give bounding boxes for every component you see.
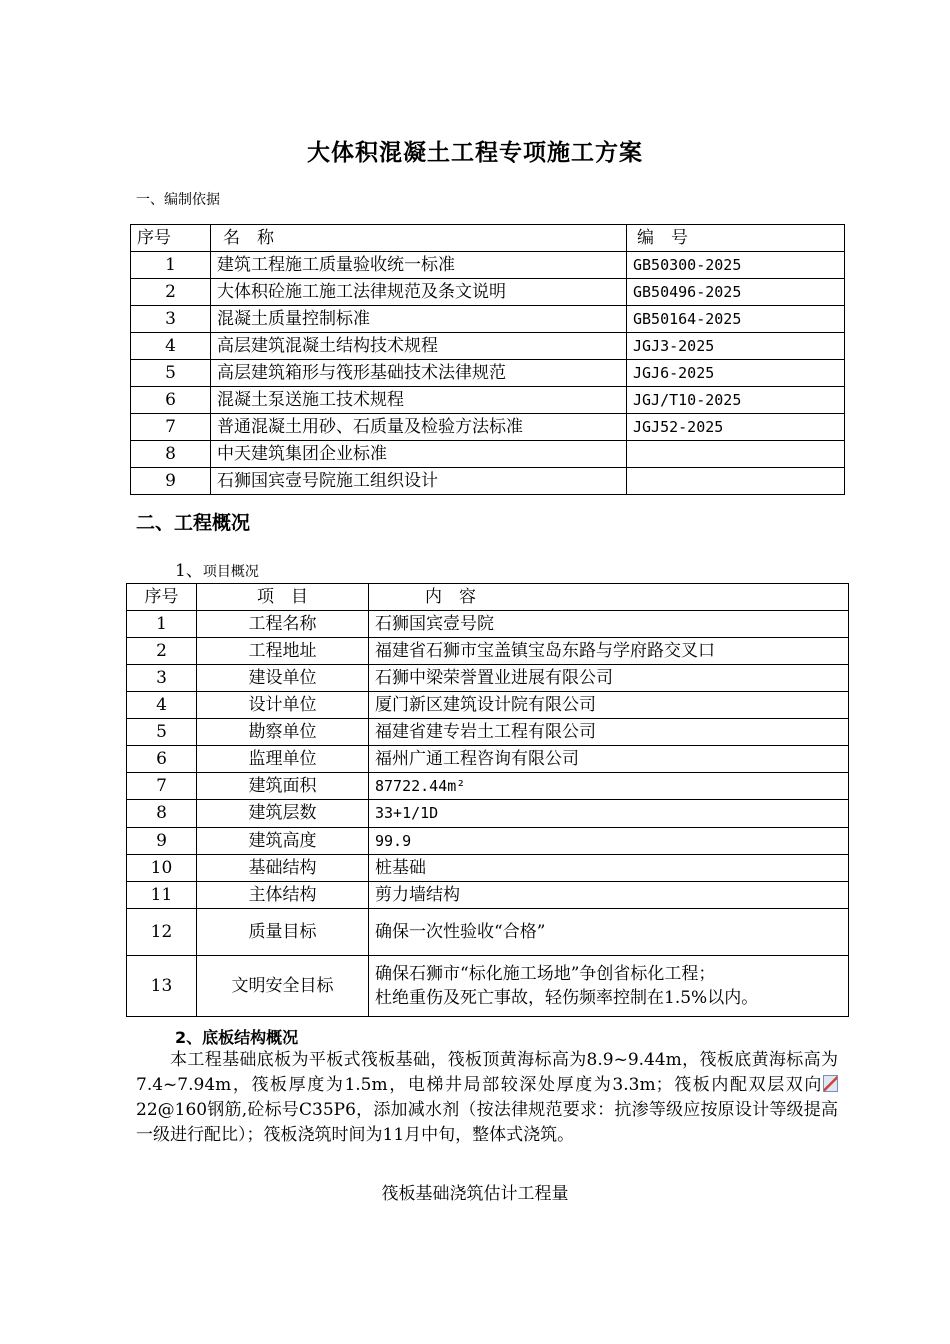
standard-code: JGJ6-2025 [627,360,845,387]
item-label: 文明安全目标 [197,956,369,1017]
item-label: 建筑高度 [197,828,369,855]
item-content: 福州广通工程咨询有限公司 [369,746,849,773]
section-slab-heading: 2、底板结构概况 [175,1028,299,1047]
row-number: 5 [127,719,197,746]
row-number: 11 [127,882,197,909]
rebar-symbol-icon [823,1075,838,1092]
table-row [127,746,849,773]
project-overview-table [126,583,849,1017]
standards-table [130,224,845,495]
paragraph-text: 22@160钢筋,砼标号C35P6，添加减水剂（按法律规范要求：抗渗等级应按原设计等级提高一级进行配比）；筏板浇筑时间为11月中旬，整体式浇筑。 [136,1100,838,1145]
standard-name: 中天建筑集团企业标准 [211,441,627,468]
item-label: 设计单位 [197,692,369,719]
table-row [131,387,845,414]
table-row [127,855,849,882]
item-content: 福建省石狮市宝盖镇宝岛东路与学府路交叉口 [369,638,849,665]
paragraph-text: 本工程基础底板为平板式筏板基础，筏板顶黄海标高为8.9~9.44m，筏板底黄海标高为7.4~7.94m，筏板厚度为1.5m，电梯井局部较深处厚度为3.3m；筏板内配双层双向 [136,1050,838,1095]
table-row [127,800,849,828]
header-cell: 编 号 [627,225,845,252]
item-content: 33+1/1D [369,800,849,828]
standard-name: 石狮国宾壹号院施工组织设计 [211,468,627,495]
standard-code [627,441,845,468]
item-label: 工程地址 [197,638,369,665]
table-row [131,468,845,495]
row-number: 8 [131,441,211,468]
section-basis-heading: 一、编制依据 [136,192,220,208]
content-line: 杜绝重伤及死亡事故，轻伤频率控制在1.5%以内。 [375,988,759,1008]
item-content [369,956,849,1017]
header-cell: 内 容 [369,584,849,611]
item-label: 主体结构 [197,882,369,909]
standard-name: 混凝土质量控制标准 [211,306,627,333]
item-content: 87722.44m² [369,773,849,800]
standard-code: JGJ3-2025 [627,333,845,360]
header-cell: 序号 [127,584,197,611]
table-row [127,638,849,665]
table-row [127,956,849,1017]
section-overview-heading: 二、工程概况 [136,512,251,534]
item-content: 福建省建专岩土工程有限公司 [369,719,849,746]
item-content: 厦门新区建筑设计院有限公司 [369,692,849,719]
subsection-project-overview [175,556,259,581]
header-cell: 名 称 [211,225,627,252]
item-content: 确保一次性验收“合格” [369,909,849,956]
item-content: 剪力墙结构 [369,882,849,909]
row-number: 8 [127,800,197,828]
table-header-row [127,584,849,611]
table-row [131,441,845,468]
quantity-table-caption: 筏板基础浇筑估计工程量 [381,1184,569,1204]
row-number: 2 [131,279,211,306]
standard-code: GB50496-2025 [627,279,845,306]
subsection-number: 1、 [175,561,203,581]
item-label: 工程名称 [197,611,369,638]
document-title: 大体积混凝土工程专项施工方案 [307,140,643,166]
standard-code [627,468,845,495]
item-label: 建筑面积 [197,773,369,800]
slab-description-paragraph [136,1048,838,1148]
table-header-row [131,225,845,252]
table-row [131,279,845,306]
header-cell: 序号 [131,225,211,252]
table-row [127,773,849,800]
row-number: 12 [127,909,197,956]
item-label: 基础结构 [197,855,369,882]
row-number: 7 [127,773,197,800]
standard-name: 大体积砼施工施工法律规范及条文说明 [211,279,627,306]
table-row [127,665,849,692]
table-row [127,882,849,909]
item-content: 桩基础 [369,855,849,882]
item-label: 建筑层数 [197,800,369,828]
item-content: 99.9 [369,828,849,855]
table-row [127,828,849,855]
content-line: 确保石狮市“标化施工场地”争创省标化工程； [375,964,716,984]
row-number: 4 [127,692,197,719]
table-row [131,333,845,360]
row-number: 6 [131,387,211,414]
table-row [127,611,849,638]
table-row [131,306,845,333]
row-number: 5 [131,360,211,387]
row-number: 2 [127,638,197,665]
row-number: 1 [131,252,211,279]
standard-code: GB50164-2025 [627,306,845,333]
standard-name: 普通混凝土用砂、石质量及检验方法标准 [211,414,627,441]
item-content: 石狮国宾壹号院 [369,611,849,638]
table-row [131,252,845,279]
standard-name: 高层建筑混凝土结构技术规程 [211,333,627,360]
standard-name: 混凝土泵送施工技术规程 [211,387,627,414]
row-number: 10 [127,855,197,882]
row-number: 13 [127,956,197,1017]
row-number: 7 [131,414,211,441]
standard-code: JGJ/T10-2025 [627,387,845,414]
item-label: 建设单位 [197,665,369,692]
item-label: 质量目标 [197,909,369,956]
item-label: 勘察单位 [197,719,369,746]
table-row [127,692,849,719]
item-content: 石狮中梁荣誉置业进展有限公司 [369,665,849,692]
standard-code: JGJ52-2025 [627,414,845,441]
row-number: 4 [131,333,211,360]
table-row [131,360,845,387]
standard-code: GB50300-2025 [627,252,845,279]
row-number: 9 [131,468,211,495]
header-cell: 项 目 [197,584,369,611]
standard-name: 高层建筑箱形与筏形基础技术法律规范 [211,360,627,387]
table-row [131,414,845,441]
item-label: 监理单位 [197,746,369,773]
standard-name: 建筑工程施工质量验收统一标准 [211,252,627,279]
table-row [127,909,849,956]
subsection-label: 项目概况 [202,564,259,580]
row-number: 1 [127,611,197,638]
row-number: 9 [127,828,197,855]
table-row [127,719,849,746]
row-number: 6 [127,746,197,773]
row-number: 3 [131,306,211,333]
row-number: 3 [127,665,197,692]
